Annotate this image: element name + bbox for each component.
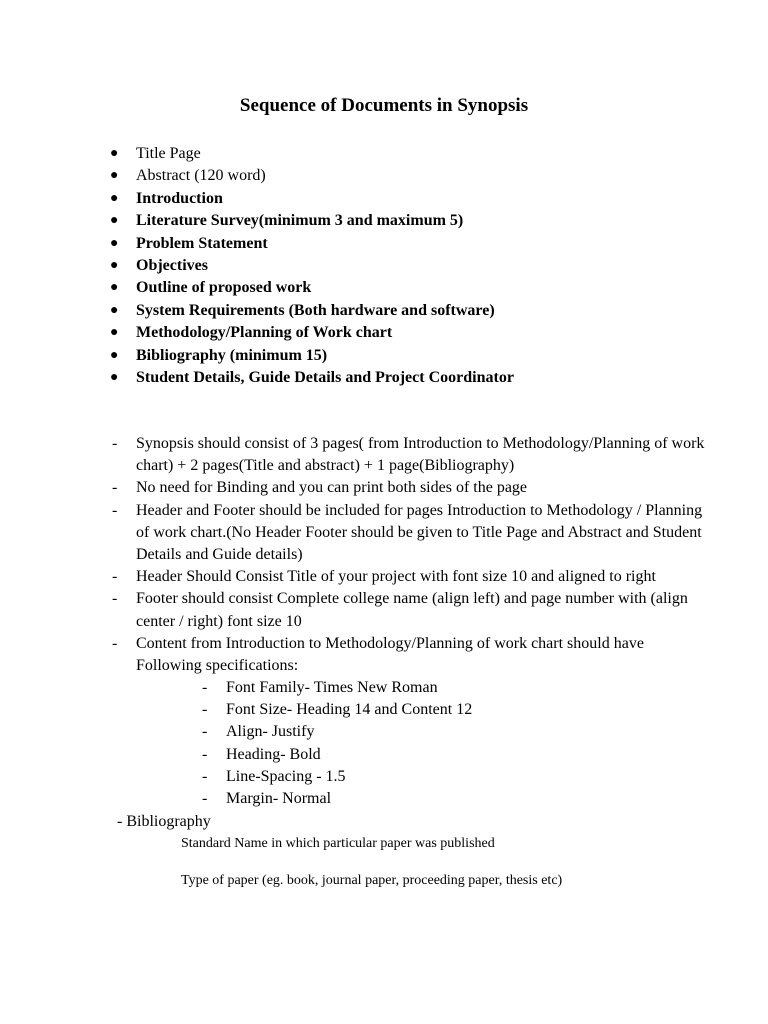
bibliography-line: Type of paper (eg. book, journal paper, proceeding paper, thesis etc) (181, 873, 563, 888)
list-item-text: Literature Survey(minimum 3 and maximum 5) (136, 212, 464, 230)
list-item-text: Methodology/Planning of Work chart (136, 324, 393, 342)
bullet-icon: ● (110, 190, 119, 206)
dash-icon: - (112, 479, 118, 497)
spec-text: Font Size- Heading 14 and Content 12 (226, 701, 473, 719)
bullet-icon: ● (110, 213, 119, 229)
spec-item (202, 744, 472, 766)
bullet-icon: ● (110, 146, 119, 161)
list-item-text: Problem Statement (136, 234, 268, 252)
document-title: Sequence of Documents in Synopsis (239, 95, 529, 116)
list-item (110, 143, 514, 165)
list-item (110, 233, 514, 255)
dash-icon: - (112, 568, 118, 586)
list-item-text: Introduction (136, 189, 223, 207)
list-item (110, 277, 514, 299)
bullet-icon: ● (110, 168, 119, 184)
note-item (112, 500, 712, 567)
bullet-icon: ● (110, 369, 119, 385)
spec-text: Margin- Normal (226, 790, 332, 808)
list-item (110, 345, 514, 367)
list-item (110, 188, 514, 210)
spec-item (202, 788, 472, 810)
dash-icon: - (202, 790, 208, 808)
list-item-text: Title Page (136, 145, 201, 162)
spec-text: Line-Spacing - 1.5 (226, 767, 346, 785)
list-item (110, 255, 514, 277)
note-item (112, 477, 712, 499)
dash-icon: - (202, 745, 208, 763)
note-text: Synopsis should consist of 3 pages( from Introduction to Methodology/Planning of work chart) + 2 pages(Title and abstract) + 1 page(Bibliography) (136, 435, 705, 475)
spec-item (202, 677, 472, 699)
bibliography-line: Standard Name in which particular paper was published (181, 836, 495, 851)
note-text: Header Should Consist Title of your project with font size 10 and aligned to right (136, 568, 656, 586)
dash-icon: - (202, 723, 208, 741)
list-item-text: Student Details, Guide Details and Project Coordinator (136, 368, 514, 386)
spec-text: Font Family- Times New Roman (226, 679, 438, 696)
dash-icon: - (112, 501, 118, 519)
note-item (112, 566, 712, 588)
list-item-text: Abstract (120 word) (136, 167, 266, 185)
note-item (112, 433, 712, 477)
bullet-icon: ● (110, 280, 119, 296)
list-item-text: Objectives (136, 256, 208, 274)
bibliography-heading: - Bibliography (117, 813, 211, 830)
spec-item (202, 699, 472, 721)
spec-text: Heading- Bold (226, 745, 321, 763)
spec-text: Align- Justify (226, 723, 315, 741)
dash-icon: - (202, 701, 208, 719)
list-item-text: System Requirements (Both hardware and software) (136, 301, 495, 319)
list-item (110, 210, 514, 232)
specs-list (202, 677, 472, 810)
dash-icon: - (112, 634, 118, 652)
list-item (110, 300, 514, 322)
bullet-icon: ● (110, 325, 119, 341)
dash-icon: - (112, 435, 118, 452)
list-item-text: Outline of proposed work (136, 279, 312, 297)
list-item (110, 367, 514, 389)
note-item (112, 588, 712, 632)
note-text: Footer should consist Complete college name (align left) and page number with (align center / right) font size 10 (136, 590, 688, 630)
dash-icon: - (112, 590, 118, 608)
list-item (110, 165, 514, 187)
bullet-icon: ● (110, 235, 119, 251)
note-text: No need for Binding and you can print both sides of the page (136, 479, 528, 497)
spec-item (202, 766, 472, 788)
dash-icon: - (202, 679, 208, 696)
sequence-list (110, 143, 514, 389)
note-text: Header and Footer should be included for pages Introduction to Methodology / Planning of work chart.(No Header Footer should be given to Title Page and Abstract and Student Details and Guide details) (136, 501, 703, 564)
bullet-icon: ● (110, 347, 119, 363)
bullet-icon: ● (110, 302, 119, 318)
note-item (112, 633, 712, 677)
spec-item (202, 721, 472, 743)
list-item-text: Bibliography (minimum 15) (136, 346, 328, 364)
notes-list (112, 433, 712, 677)
dash-icon: - (202, 767, 208, 785)
bullet-icon: ● (110, 257, 119, 273)
list-item (110, 322, 514, 344)
note-text: Content from Introduction to Methodology/Planning of work chart should have Following specifications: (136, 634, 644, 675)
